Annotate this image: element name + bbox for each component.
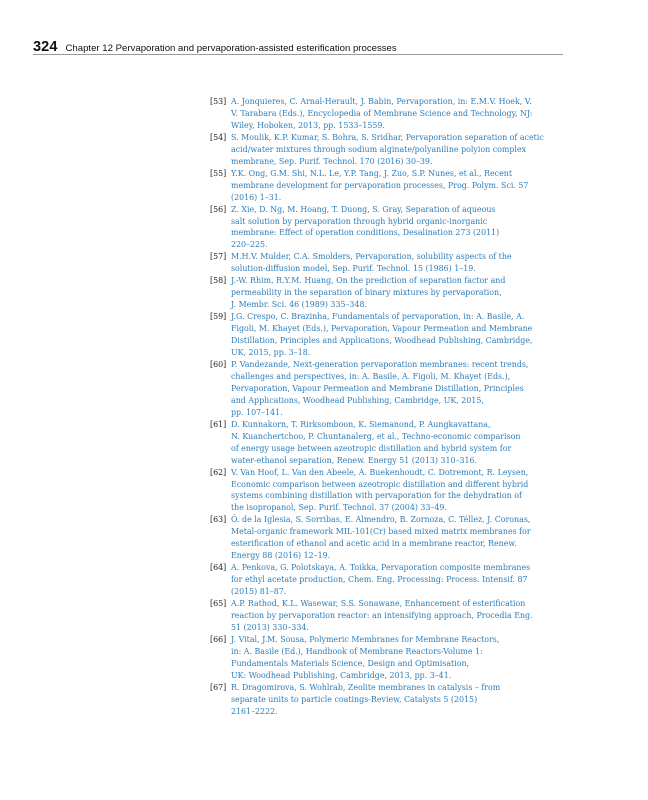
reference-entry <box>210 132 566 168</box>
reference-number: [67] <box>210 682 227 692</box>
reference-entry <box>210 96 566 132</box>
reference-line: A.P. Rathod, K.L. Wasewar, S.S. Sonawane, Enhancement of esterification <box>231 599 526 609</box>
reference-line: A. Penkova, G. Polotskaya, A. Toikka, Pervaporation composite membranes <box>231 563 531 573</box>
reference-citation[interactable] <box>231 275 566 311</box>
reference-citation[interactable] <box>231 359 566 419</box>
reference-entry <box>210 514 566 562</box>
reference-line: Pervaporation, Vapour Permeation and Membrane Distillation, Principles <box>231 383 524 393</box>
reference-line: V. Tarabara (Eds.), Encyclopedia of Membrane Science and Technology, NJ: <box>231 108 533 118</box>
reference-citation[interactable] <box>231 467 566 515</box>
reference-entry <box>210 251 566 275</box>
reference-line: esterification of ethanol and acetic acid in a membrane reactor, Renew. <box>231 539 517 549</box>
reference-line: for ethyl acetate production, Chem. Eng. Processing: Process. Intensif. 87 <box>231 575 528 585</box>
reference-line: UK, 2015, pp. 3–18. <box>231 348 311 358</box>
reference-entry <box>210 275 566 311</box>
reference-line: in: A. Basile (Ed.), Handbook of Membrane Reactors-Volume 1: <box>231 646 483 656</box>
reference-citation[interactable] <box>231 96 566 132</box>
reference-entry <box>210 311 566 359</box>
reference-citation[interactable] <box>231 562 566 598</box>
reference-number: [60] <box>210 359 227 369</box>
running-title: Chapter 12 Pervaporation and pervaporation-assisted esterification processes <box>65 43 397 54</box>
reference-citation[interactable] <box>231 204 566 252</box>
reference-citation[interactable] <box>231 251 566 275</box>
reference-line: membrane, Sep. Purif. Technol. 170 (2016) 30–39. <box>231 156 433 166</box>
page-header <box>33 36 563 55</box>
reference-line: S. Moulik, K.P. Kumar, S. Bohra, S. Sridhar, Pervaporation separation of acetic <box>231 132 544 142</box>
reference-line: the isopropanol, Sep. Purif. Technol. 37 (2004) 33–49. <box>231 503 447 513</box>
reference-entry <box>210 598 566 634</box>
reference-line: P. Vandezande, Next-generation pervaporation membranes: recent trends, <box>231 359 529 369</box>
reference-line: of energy usage between azeotropic distillation and hybrid system for <box>231 443 512 453</box>
reference-entry <box>210 359 566 419</box>
reference-line: and Applications, Woodhead Publishing, Cambridge, UK, 2015, <box>231 395 484 405</box>
reference-line: pp. 107–141. <box>231 407 283 417</box>
reference-line: permeability in the separation of binary mixtures by pervaporation, <box>231 288 502 298</box>
reference-line: Distillation, Principles and Applications, Woodhead Publishing, Cambridge, <box>231 336 533 346</box>
reference-line: systems combining distillation with pervaporation for the dehydration of <box>231 491 522 501</box>
reference-number: [61] <box>210 419 227 429</box>
page-number: 324 <box>33 39 58 55</box>
reference-line: solution-diffusion model, Sep. Purif. Technol. 15 (1986) 1–19. <box>231 264 476 274</box>
reference-entry <box>210 467 566 515</box>
reference-number: [57] <box>210 252 227 262</box>
reference-number: [63] <box>210 515 227 525</box>
reference-line: UK: Woodhead Publishing, Cambridge, 2013, pp. 3–41. <box>231 670 452 680</box>
reference-line: V. Van Hoof, L. Van den Abeele, A. Buekenhoudt, C. Dotremont, R. Leysen, <box>231 467 529 477</box>
reference-line: D. Kunnakorn, T. Rirksomboon, K. Siemanond, P. Aungkavattana, <box>231 419 491 429</box>
reference-entry <box>210 562 566 598</box>
reference-list <box>210 96 566 718</box>
reference-line: J.-W. Rhim, R.Y.M. Huang, On the prediction of separation factor and <box>231 276 506 286</box>
reference-line: 2161–2222. <box>231 706 278 716</box>
reference-line: Energy 88 (2016) 12–19. <box>231 551 331 561</box>
reference-number: [62] <box>210 467 227 477</box>
reference-number: [65] <box>210 599 227 609</box>
reference-line: (2016) 1–31. <box>231 192 282 202</box>
reference-number: [56] <box>210 204 227 214</box>
reference-line: Fundamentals Materials Science, Design and Optimisation, <box>231 658 470 668</box>
reference-line: salt solution by pervaporation through hybrid organic-inorganic <box>231 216 488 226</box>
reference-line: Y.K. Ong, G.M. Shi, N.L. Le, Y.P. Tang, J. Zuo, S.P. Nunes, et al., Recent <box>231 168 513 178</box>
reference-number: [66] <box>210 634 227 644</box>
reference-line: acid/water mixtures through sodium alginate/polyaniline polyion complex <box>231 144 527 154</box>
reference-line: water-ethanol separation, Renew. Energy 51 (2013) 310–316. <box>231 455 478 465</box>
reference-line: R. Dragomirova, S. Wohlrab, Zeolite membranes in catalysis – from <box>231 682 501 692</box>
reference-line: Wiley, Hoboken, 2013, pp. 1533–1559. <box>231 120 385 130</box>
reference-citation[interactable] <box>231 311 566 359</box>
reference-line: Figoli, M. Khayet (Eds.), Pervaporation, Vapour Permeation and Membrane <box>231 324 533 334</box>
reference-line: 220–225. <box>231 240 268 250</box>
reference-citation[interactable] <box>231 634 566 682</box>
reference-line: N. Kuanchertchoo, P. Chuntanalerg, et al., Techno-economic comparison <box>231 431 521 441</box>
reference-line: separate units to particle coatings-Review, Catalysts 5 (2015) <box>231 694 478 704</box>
reference-line: J.G. Crespo, C. Brazinha, Fundamentals of pervaporation, in: A. Basile, A. <box>231 312 525 322</box>
reference-citation[interactable] <box>231 514 566 562</box>
reference-number: [53] <box>210 97 227 106</box>
reference-citation[interactable] <box>231 598 566 634</box>
reference-line: J. Vital, J.M. Sousa, Polymeric Membranes for Membrane Reactors, <box>231 634 500 644</box>
reference-number: [54] <box>210 132 227 142</box>
reference-line: reaction by pervaporation reactor: an intensifying approach, Procedia Eng. <box>231 610 533 620</box>
reference-entry <box>210 634 566 682</box>
reference-citation[interactable] <box>231 132 566 168</box>
reference-line: Metal-organic framework MIL-101(Cr) based mixed matrix membranes for <box>231 527 531 537</box>
reference-line: challenges and perspectives, in: A. Basile, A. Figoli, M. Khayet (Eds.), <box>231 371 511 381</box>
reference-line: Z. Xie, D. Ng, M. Hoang, T. Duong, S. Gray, Separation of aqueous <box>231 204 496 214</box>
reference-citation[interactable] <box>231 682 566 718</box>
reference-number: [59] <box>210 312 227 322</box>
reference-line: (2015) 81–87. <box>231 587 287 597</box>
reference-line: membrane development for pervaporation processes, Prog. Polym. Sci. 57 <box>231 180 529 190</box>
reference-line: J. Membr. Sci. 46 (1989) 335–348. <box>231 300 368 310</box>
reference-citation[interactable] <box>231 168 566 204</box>
reference-entry <box>210 419 566 467</box>
reference-line: Ó. de la Iglesia, S. Sorribas, E. Almendro, B. Zornoza, C. Téllez, J. Coronas, <box>231 515 531 525</box>
reference-line: 51 (2013) 330–334. <box>231 622 309 632</box>
reference-entry <box>210 682 566 718</box>
reference-line: membrane: Effect of operation conditions, Desalination 273 (2011) <box>231 228 500 238</box>
reference-citation[interactable] <box>231 419 566 467</box>
reference-line: Economic comparison between azeotropic distillation and different hybrid <box>231 479 529 489</box>
reference-line: A. Jonquieres, C. Arnal-Herault, J. Babin, Pervaporation, in: E.M.V. Hoek, V. <box>231 97 532 106</box>
reference-number: [55] <box>210 168 227 178</box>
reference-entry <box>210 168 566 204</box>
reference-line: M.H.V. Mulder, C.A. Smolders, Pervaporation, solubility aspects of the <box>231 252 512 262</box>
reference-entry <box>210 204 566 252</box>
reference-number: [64] <box>210 563 227 573</box>
reference-number: [58] <box>210 276 227 286</box>
